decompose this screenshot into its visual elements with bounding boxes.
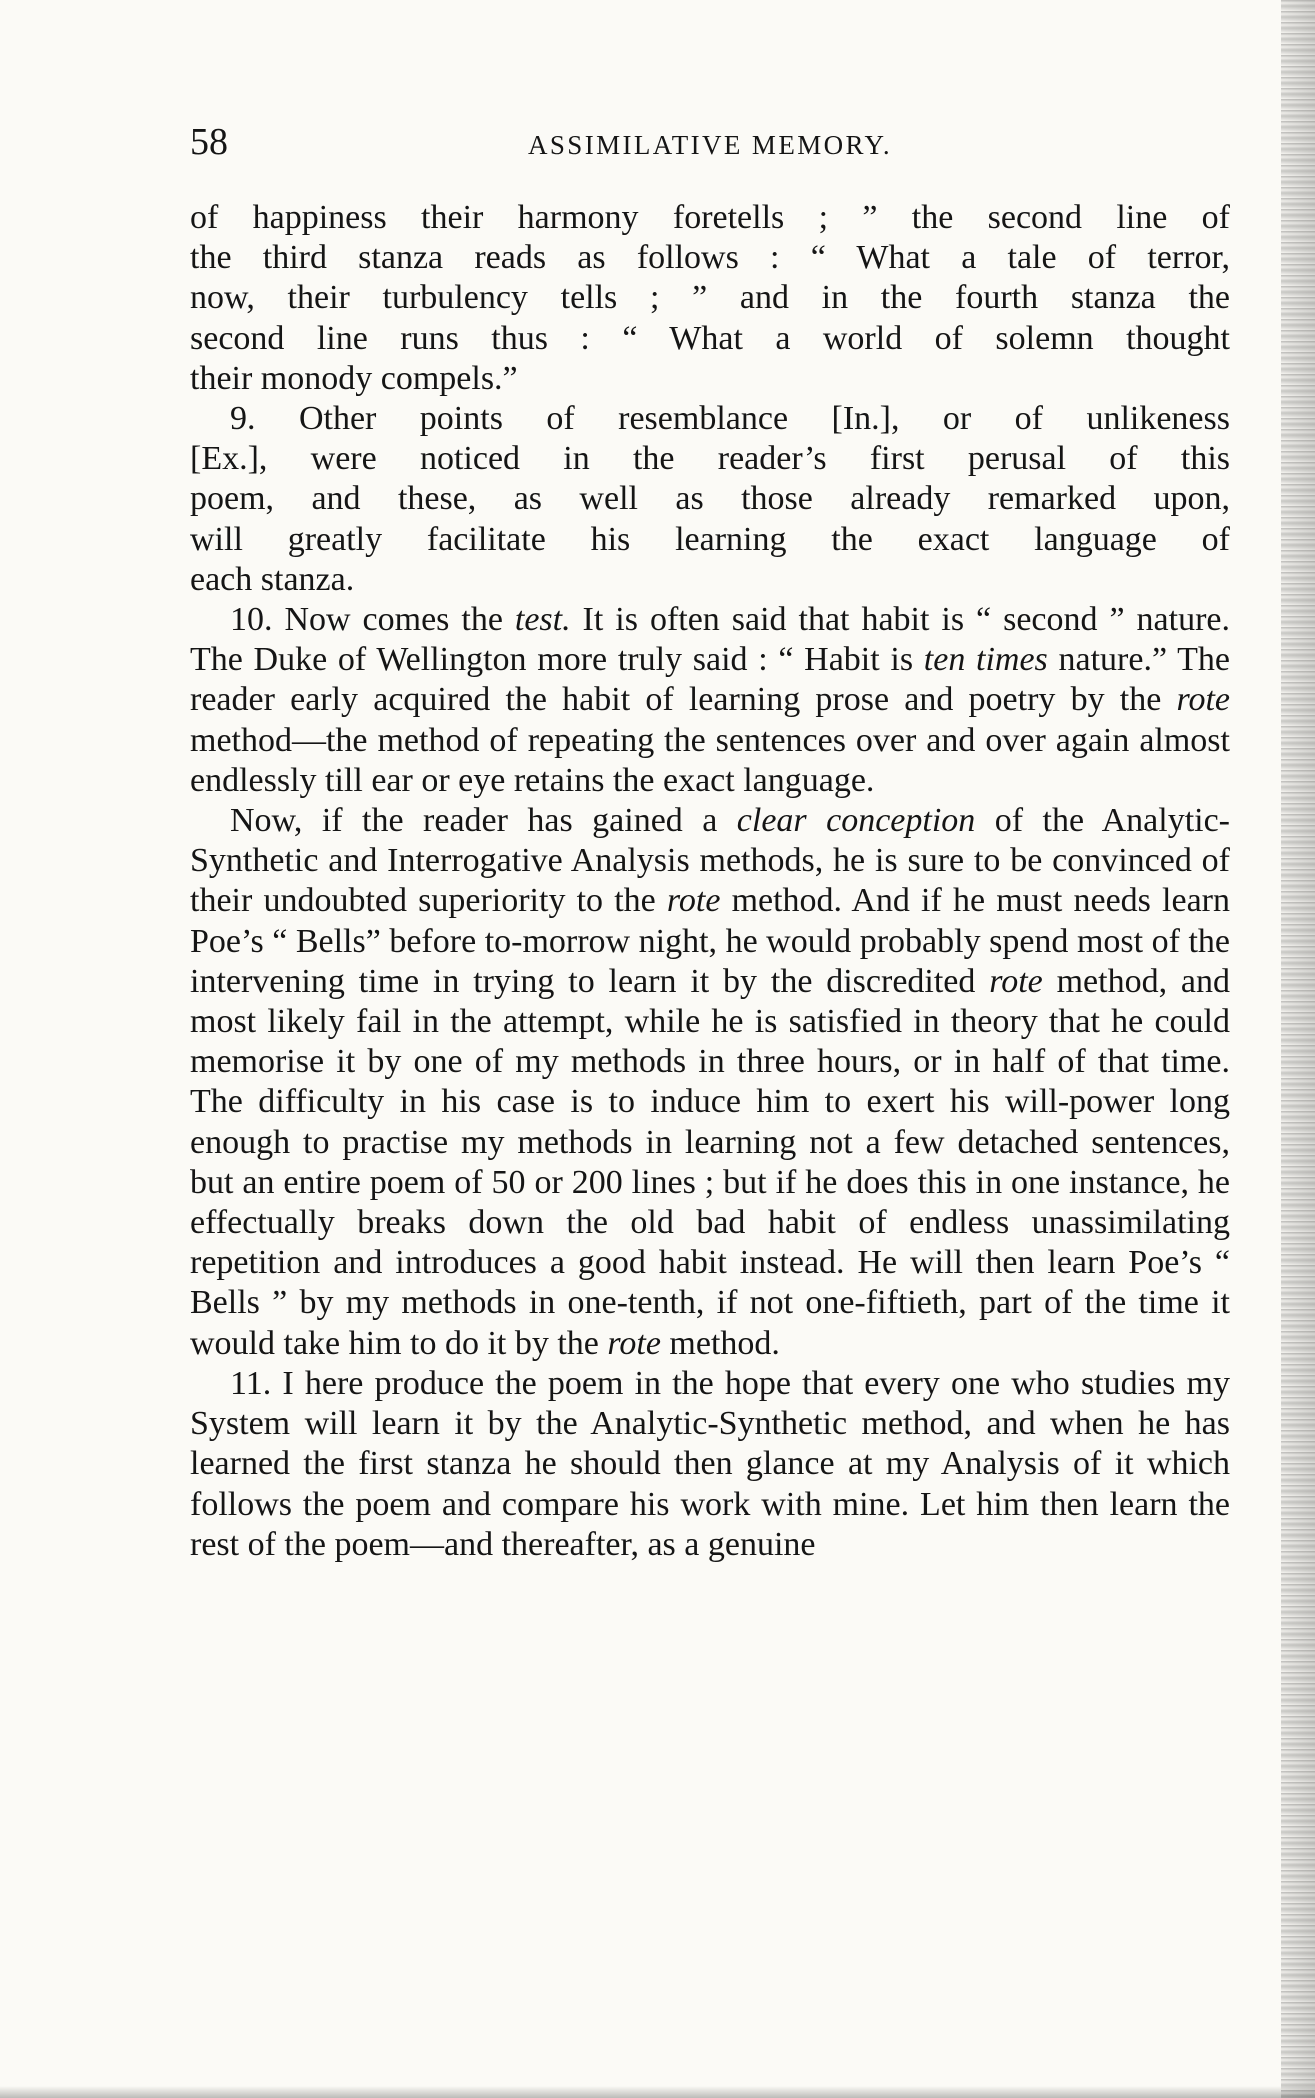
- running-title: ASSIMILATIVE MEMORY.: [527, 130, 893, 160]
- text-line: 9. Other points of resemblance [In.], or of unlikeness: [230, 400, 1230, 438]
- text-line: second line runs thus : “ What a world of solemn thought: [190, 319, 1230, 357]
- paragraph-now-text: method. And if he must needs learn Poe’s “ Bells” before to-morrow night, he would probably spend most of the intervening time in trying to learn it by the discredited: [190, 882, 1230, 1000]
- paragraph-11: [190, 1364, 1230, 1565]
- text-line: of happiness their harmony foretells ; ” the second line of: [190, 199, 1230, 236]
- page-number: 58: [190, 121, 228, 163]
- emphasis-rote: rote: [666, 882, 721, 920]
- paragraph-10-text: 10. Now comes the: [230, 601, 515, 639]
- text-line: poem, and these, as well as those already remarked upon,: [190, 480, 1230, 518]
- paragraph-now-text: method, and most likely fail in the attempt, while he is satisfied in theory that he could memorise it by one of my methods in three hours, or in half of that time. The difficulty in his case is to induce him to exert his will-power long enough to practise my methods in learning not a few detached sentences, but an entire poem of 50 or 200 lines ; but if he does this in one instance, he effectually breaks down the old bad habit of endless unassimilating repetition and introduces a good habit instead. He will then learn Poe’s “ Bells ” by my methods in one-tenth, if not one-fiftieth, part of the time it would take him to do it by the: [190, 962, 1230, 1362]
- paragraph-10-text: It is often said that habit is “ second ” nature. The Duke of Wellington more truly said : “ Habit is: [190, 601, 1230, 679]
- text-line: their monody compels.”: [190, 359, 518, 397]
- paragraph-now-text: Now, if the reader has gained a: [230, 802, 737, 840]
- text-line: the third stanza reads as follows : “ What a tale of terror,: [190, 239, 1230, 277]
- text-line: each stanza.: [190, 560, 355, 598]
- body-text: [190, 198, 1230, 1565]
- paragraph-11-text: 11. I here produce the poem in the hope that every one who studies my System will learn it by the Analytic-Synthetic method, and when he has learned the first stanza he should then glance at my Analysis of it which follows the poem and compare his work with mine. Let him then learn the rest of the poem—and thereafter, as a genuine: [190, 1364, 1230, 1563]
- paragraph-continuation: [190, 198, 1230, 399]
- paragraph-now-text: of the Analytic-Synthetic and Interrogative Analysis methods, he is sure to be convinced of their undoubted superiority to the: [190, 802, 1230, 920]
- emphasis-test: test.: [514, 601, 571, 639]
- paragraph-9: [190, 399, 1230, 600]
- emphasis-rote: rote: [607, 1324, 661, 1362]
- page-edge-shadow: [1281, 0, 1315, 2098]
- text-line: [Ex.], were noticed in the reader’s first perusal of this: [190, 440, 1230, 478]
- page-bottom-shadow: [0, 2086, 1315, 2098]
- emphasis-ten-times: ten times: [923, 641, 1048, 679]
- text-line: now, their turbulency tells ; ” and in the fourth stanza the: [190, 279, 1230, 317]
- emphasis-rote: rote: [989, 962, 1043, 1000]
- paragraph-now-text: method.: [660, 1324, 780, 1362]
- paragraph-10-text: method—the method of repeating the sentences over and over again almost endlessly till ear or eye retains the exact language.: [190, 721, 1230, 799]
- text-line: will greatly facilitate his learning the exact language of: [190, 520, 1230, 558]
- paragraph-10-text: nature.” The reader early acquired the habit of learning prose and poetry by the: [190, 641, 1230, 719]
- paragraph-now: [190, 801, 1230, 1364]
- paragraph-10: [190, 600, 1230, 801]
- emphasis-clear-conception: clear conception: [736, 802, 976, 840]
- page-header: [190, 122, 1230, 172]
- emphasis-rote: rote: [1176, 681, 1230, 719]
